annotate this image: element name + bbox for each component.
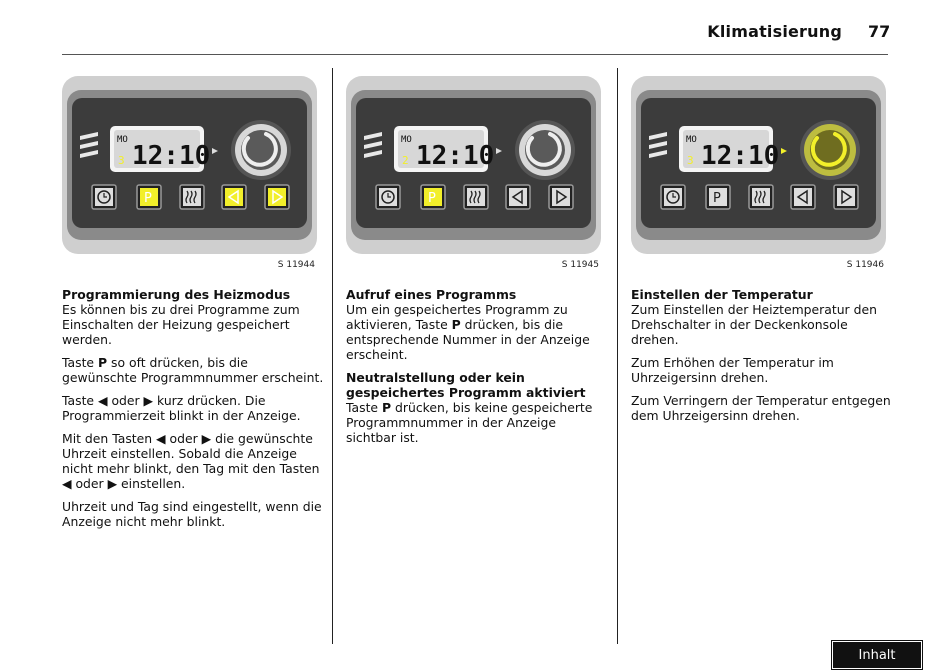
program-p-label: P	[713, 191, 721, 206]
panel-illustration	[346, 68, 601, 258]
column-3	[631, 68, 893, 431]
panel-illustration	[62, 68, 317, 258]
display-program-number: 2	[402, 154, 409, 167]
panel-illustration	[631, 68, 886, 258]
inhalt-button[interactable]: Inhalt	[832, 641, 922, 669]
display-day: MO	[401, 135, 412, 145]
intro-text: Um ein gespeichertes Programm zu aktivieren, Taste P drücken, bis die entsprechende Nummer in der Anzeige erscheint.	[346, 302, 590, 362]
column-heading: Einstellen der Temperatur	[631, 287, 813, 302]
display-program-number: 3	[687, 154, 694, 167]
paragraph: Taste P so oft drücken, bis die gewünschte Programmnummer erscheint.	[62, 355, 324, 385]
page-number: 77	[868, 22, 891, 41]
figure-code: S 11946	[846, 260, 884, 270]
paragraph: Uhrzeit und Tag sind eingestellt, wenn die Anzeige nicht mehr blinkt.	[62, 499, 322, 529]
column-divider	[332, 68, 333, 644]
section-title: Klimatisierung	[707, 22, 842, 41]
column-heading: Aufruf eines Programms	[346, 287, 517, 302]
header-divider	[62, 54, 888, 55]
column-heading: Programmierung des Heizmodus	[62, 287, 291, 302]
heat-button	[467, 188, 485, 206]
display-time: 12:10	[132, 141, 211, 171]
display-program-number: 3	[118, 154, 125, 167]
column-divider	[617, 68, 618, 644]
heater-panel-figure	[346, 68, 601, 273]
column-1	[62, 68, 324, 537]
intro-text: Es können bis zu drei Programme zum Einschalten der Heizung gespeichert werden.	[62, 302, 300, 347]
column-2	[346, 68, 608, 453]
program-p-label: P	[144, 191, 152, 206]
heat-button	[183, 188, 201, 206]
heater-panel-figure	[631, 68, 886, 273]
paragraph: Taste P drücken, bis keine gespeicherte Programmnummer in der Anzeige sichtbar ist.	[346, 400, 593, 445]
figure-code: S 11945	[561, 260, 599, 270]
paragraph: Zum Verringern der Temperatur entgegen dem Uhrzeigersinn drehen.	[631, 393, 891, 423]
program-p-label: P	[428, 191, 436, 206]
display-time: 12:10	[701, 141, 780, 171]
paragraph: Taste ◀ oder ▶ kurz drücken. Die Programmierzeit blinkt in der Anzeige.	[62, 393, 301, 423]
paragraph: Mit den Tasten ◀ oder ▶ die gewünschte Uhrzeit einstellen. Sobald die Anzeige nicht mehr blinkt, den Tag mit den Tasten ◀ oder ▶ einstellen.	[62, 431, 320, 491]
paragraph: Zum Erhöhen der Temperatur im Uhrzeigersinn drehen.	[631, 355, 834, 385]
display-day: MO	[686, 135, 697, 145]
intro-text: Zum Einstellen der Heiztemperatur den Drehschalter in der Deckenkonsole drehen.	[631, 302, 877, 347]
heater-panel-figure	[62, 68, 317, 273]
heat-button	[752, 188, 770, 206]
display-day: MO	[117, 135, 128, 145]
column-subheading: Neutralstellung oder kein gespeichertes Programm aktiviert	[346, 370, 586, 400]
display-time: 12:10	[416, 141, 495, 171]
figure-code: S 11944	[277, 260, 315, 270]
